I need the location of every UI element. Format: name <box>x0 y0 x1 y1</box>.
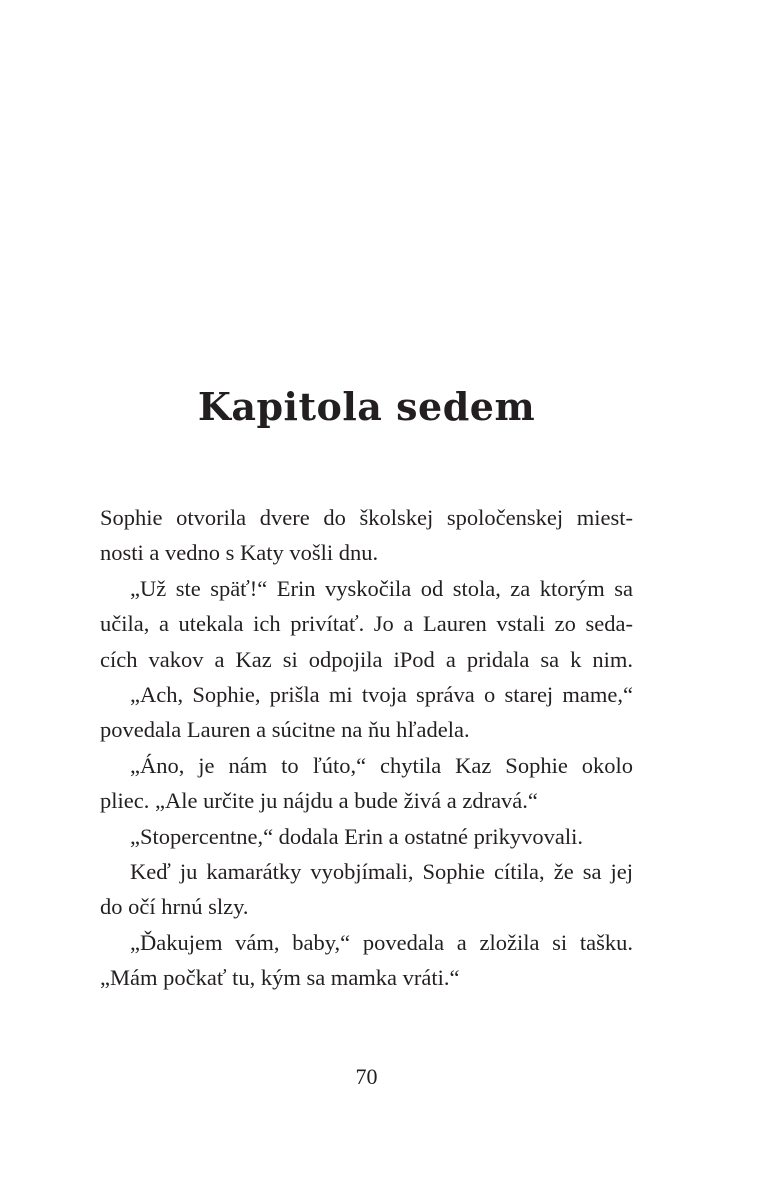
text-line: do očí hrnú slzy. <box>100 894 249 920</box>
chapter-title: Kapitola sedem <box>197 384 536 429</box>
text-line: pliec. „Ale určite ju nájdu a bude živá a zdravá.“ <box>100 788 538 814</box>
text-line: učila, a utekala ich privítať. Jo a Lauren vstali zo seda- <box>100 611 633 637</box>
text-line: povedala Lauren a súcitne na ňu hľadela. <box>100 717 470 743</box>
text-line: „Stopercentne,“ dodala Erin a ostatné prikyvovali. <box>130 823 583 849</box>
text-line: cích vakov a Kaz si odpojila iPod a pridala sa k nim. <box>100 646 633 672</box>
text-line: „Mám počkať tu, kým sa mamka vráti.“ <box>100 965 460 991</box>
page-number: 70 <box>355 1064 378 1089</box>
text-line: „Už ste späť!“ Erin vyskočila od stola, za ktorým sa <box>130 575 633 601</box>
text-line: Keď ju kamarátky vyobjímali, Sophie cítila, že sa jej <box>130 858 633 884</box>
text-line: „Áno, je nám to ľúto,“ chytila Kaz Sophie okolo <box>130 752 633 778</box>
text-line: „Ach, Sophie, prišla mi tvoja správa o starej mame,“ <box>130 681 633 707</box>
text-line: nosti a vedno s Katy vošli dnu. <box>100 540 379 566</box>
chapter-body <box>100 500 633 995</box>
text-line: „Ďakujem vám, baby,“ povedala a zložila si tašku. <box>130 929 633 955</box>
text-line: Sophie otvorila dvere do školskej spoločenskej miest- <box>100 505 633 530</box>
